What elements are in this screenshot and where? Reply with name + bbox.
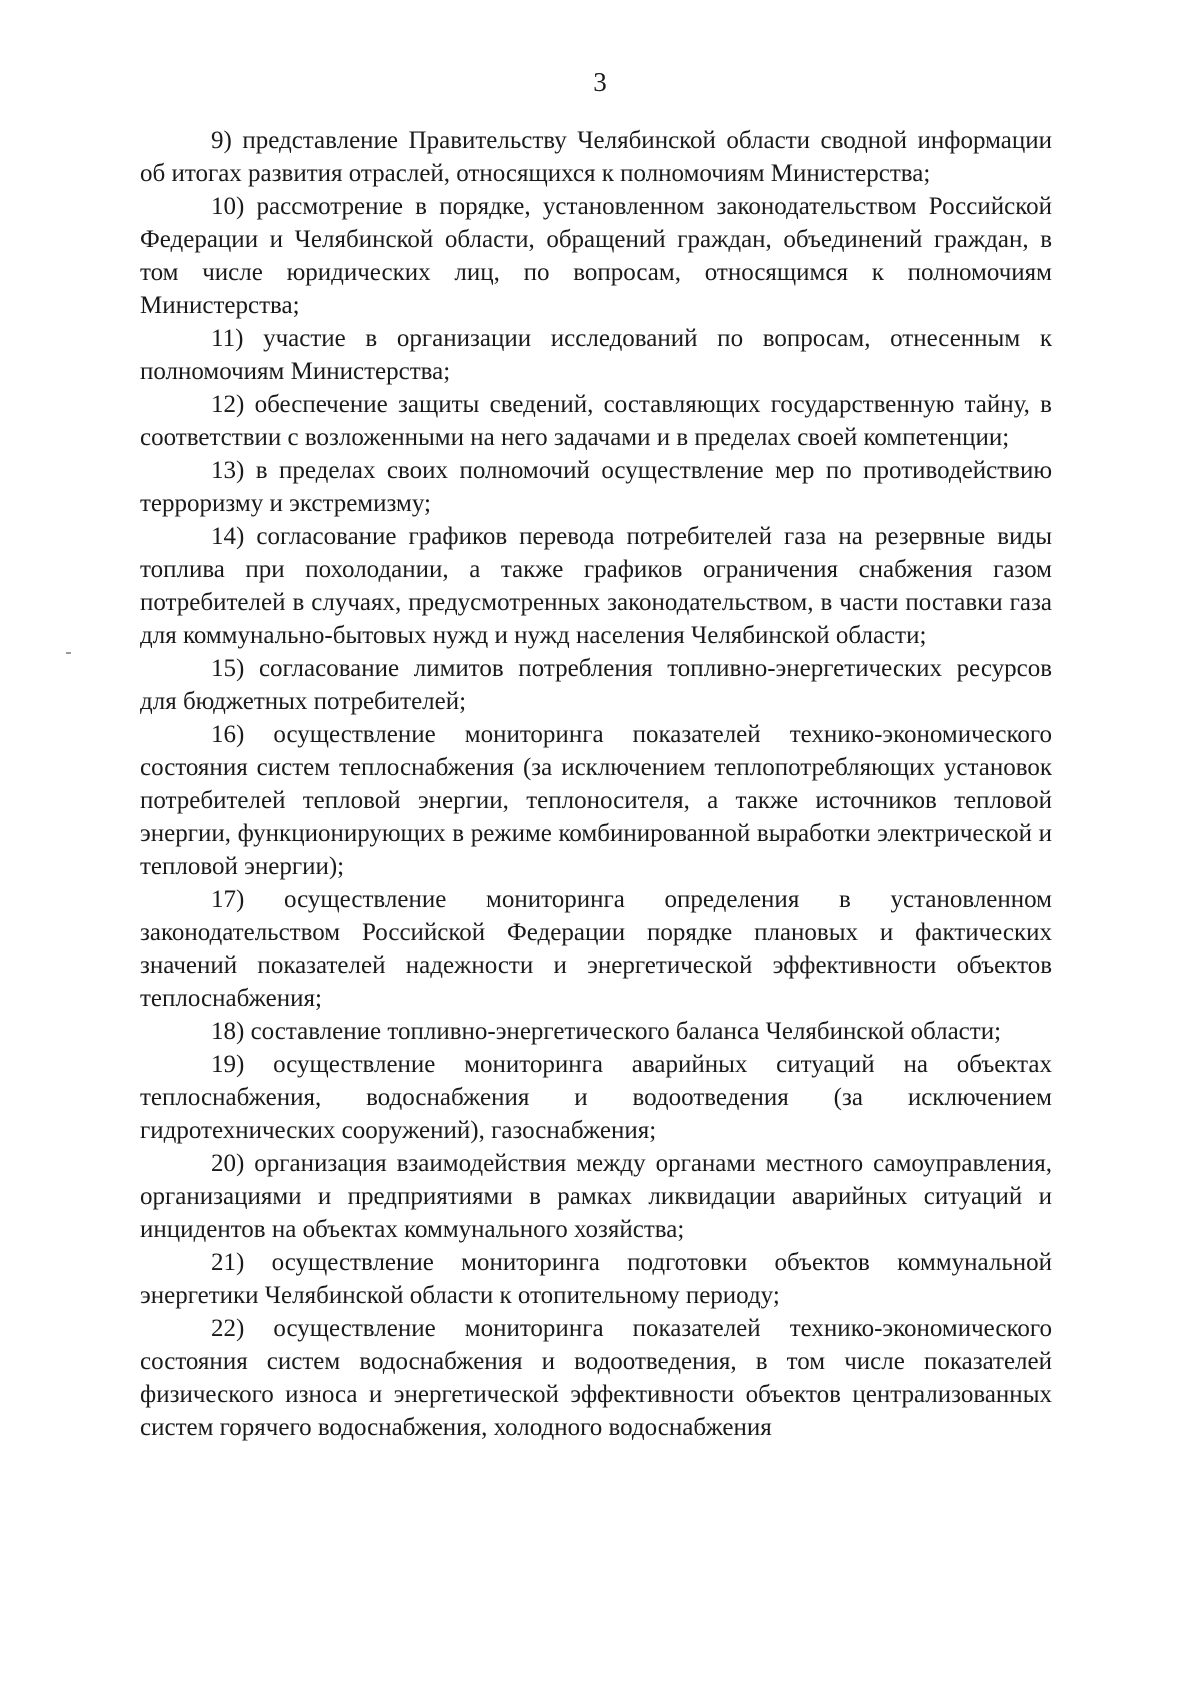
paragraph-item-19: 19) осуществление мониторинга аварийных ситуаций на объектах теплоснабжения, водоснабжения и водоотведения (за исключением гидротехнических сооружений), газоснабжения; [140,1051,1052,1144]
page-number: 3 [593,67,607,97]
scan-margin-mark [66,652,71,654]
paragraph-item-17: 17) осуществление мониторинга определения в установленном законодательством Российской Федерации порядке плановых и фактических значений показателей надежности и энергетической эффективности объектов теплоснабжения; [140,886,1052,1012]
document-body [140,124,1052,1444]
paragraph-item-13: 13) в пределах своих полномочий осуществление мер по противодействию терроризму и экстремизму; [140,457,1052,517]
paragraph-item-21: 21) осуществление мониторинга подготовки объектов коммунальной энергетики Челябинской области к отопительному периоду; [140,1249,1052,1309]
paragraph-item-20: 20) организация взаимодействия между органами местного самоуправления, организациями и предприятиями в рамках ликвидации аварийных ситуаций и инцидентов на объектах коммунального хозяйства; [140,1150,1052,1243]
paragraph-item-18: 18) составление топливно-энергетического баланса Челябинской области; [211,1018,1002,1045]
paragraph-item-11: 11) участие в организации исследований по вопросам, отнесенным к полномочиям Министерства; [140,325,1052,385]
paragraph-item-10: 10) рассмотрение в порядке, установленном законодательством Российской Федерации и Челябинской области, обращений граждан, объединений граждан, в том числе юридических лиц, по вопросам, относящимся к полномочиям Министерства; [140,193,1052,319]
paragraph-item-22: 22) осуществление мониторинга показателей технико-экономического состояния систем водоснабжения и водоотведения, в том числе показателей физического износа и энергетической эффективности объектов централизованных систем горячего водоснабжения, холодного водоснабжения [140,1315,1052,1441]
paragraph-item-14: 14) согласование графиков перевода потребителей газа на резервные виды топлива при похолодании, а также графиков ограничения снабжения газом потребителей в случаях, предусмотренных законодательством, в части поставки газа для коммунально-бытовых нужд и нужд населения Челябинской области; [140,523,1052,649]
paragraph-item-15: 15) согласование лимитов потребления топливно-энергетических ресурсов для бюджетных потребителей; [140,655,1052,715]
paragraph-item-12: 12) обеспечение защиты сведений, составляющих государственную тайну, в соответствии с возложенными на него задачами и в пределах своей компетенции; [140,391,1052,451]
paragraph-item-9: 9) представление Правительству Челябинской области сводной информации об итогах развития отраслей, относящихся к полномочиям Министерства; [140,127,1052,187]
paragraph-item-16: 16) осуществление мониторинга показателей технико-экономического состояния систем теплоснабжения (за исключением теплопотребляющих установок потребителей тепловой энергии, теплоносителя, а также источников тепловой энергии, функционирующих в режиме комбинированной выработки электрической и тепловой энергии); [140,721,1052,880]
